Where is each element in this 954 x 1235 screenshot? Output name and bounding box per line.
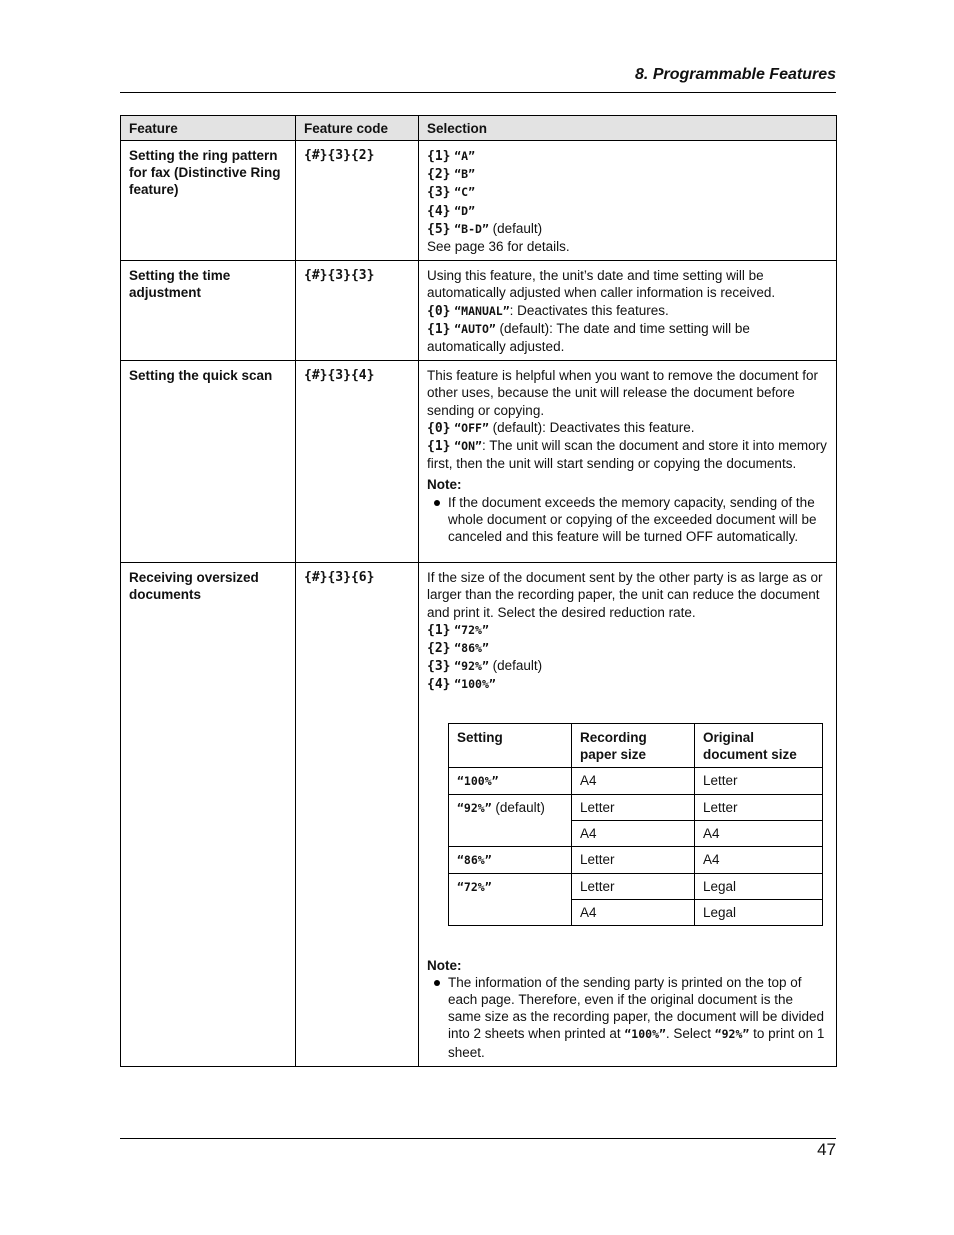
- recording-size-cell: Letter: [572, 794, 695, 820]
- option-value: “100%”: [454, 677, 496, 692]
- note-title: Note:: [427, 957, 462, 973]
- option-value: “C”: [454, 185, 476, 200]
- table-row: [449, 846, 823, 873]
- reduction-table: [448, 723, 823, 926]
- option-value: “D”: [454, 203, 476, 218]
- table-row: [121, 361, 837, 563]
- option-key: {1}: [427, 149, 451, 164]
- section-title: 8. Programmable Features: [635, 66, 836, 83]
- option-value: “MANUAL”: [454, 303, 510, 318]
- feature-code: {#}{3}{2}: [296, 141, 419, 261]
- note-text: to print on 1 sheet.: [448, 1026, 825, 1060]
- option-line: [427, 220, 828, 238]
- selection-after-text: See page 36 for details.: [427, 239, 570, 255]
- header-setting: Setting: [449, 723, 572, 767]
- feature-name: Setting the time adjustment: [121, 261, 296, 361]
- selection-intro: This feature is helpful when you want to remove the document for other uses, because the unit will release the document before sending or copying.: [427, 368, 818, 418]
- recording-size-cell: A4: [572, 767, 695, 794]
- option-key: {2}: [427, 167, 451, 183]
- feature-code: {#}{3}{6}: [296, 563, 419, 1067]
- option-line: [427, 639, 828, 657]
- option-line: [427, 419, 828, 437]
- option-line: [427, 202, 828, 220]
- option-key: {2}: [427, 641, 451, 657]
- setting-cell: [449, 873, 572, 925]
- option-description: (default): [488, 658, 543, 674]
- option-line: [427, 675, 828, 693]
- setting-value: “92%”: [457, 800, 492, 815]
- option-value: “B”: [454, 167, 476, 182]
- original-size-cell: A4: [695, 846, 823, 873]
- original-size-cell: Letter: [695, 794, 823, 820]
- feature-code: {#}{3}{4}: [296, 361, 419, 563]
- option-key: {0}: [427, 420, 451, 436]
- note-value: “92%”: [714, 1027, 750, 1042]
- table-row: [121, 141, 837, 261]
- setting-value: “86%”: [457, 852, 492, 867]
- footer-rule: [120, 1138, 836, 1139]
- feature-table: [120, 115, 837, 1067]
- option-line: [427, 621, 828, 639]
- option-description: : The unit will scan the document and store it into memory first, then the unit will start sending or copying the documents.: [427, 438, 827, 472]
- option-key: {3}: [427, 659, 451, 675]
- feature-name: Setting the ring pattern for fax (Distinctive Ring feature): [121, 141, 296, 261]
- option-value: “B-D”: [454, 221, 489, 236]
- option-value: “A”: [454, 149, 476, 163]
- setting-cell: [449, 794, 572, 846]
- feature-name: Setting the quick scan: [121, 361, 296, 563]
- table-row: [121, 563, 837, 1067]
- option-line: [427, 165, 828, 183]
- setting-default-label: (default): [491, 799, 545, 815]
- note-value: “100%”: [624, 1027, 666, 1042]
- option-line: [427, 183, 828, 201]
- option-key: {1}: [427, 321, 451, 337]
- recording-size-cell: A4: [572, 820, 695, 846]
- header-selection: Selection: [419, 116, 837, 141]
- header-original-document-size: Original document size: [695, 723, 823, 767]
- page-number: 47: [817, 1140, 836, 1159]
- selection-cell: [419, 361, 837, 563]
- recording-size-cell: Letter: [572, 846, 695, 873]
- setting-value: “72%”: [457, 879, 492, 894]
- reduction-header-row: [449, 723, 823, 767]
- option-key: {4}: [427, 203, 451, 219]
- table-row: [449, 767, 823, 794]
- selection-cell: [419, 563, 837, 1067]
- option-value: “OFF”: [454, 420, 489, 435]
- recording-size-cell: Letter: [572, 873, 695, 899]
- option-value: “92%”: [454, 659, 489, 674]
- selection-intro: If the size of the document sent by the other party is as large as or larger than the recording paper, the unit can reduce the document and print it. Select the desired reduction rate.: [427, 570, 823, 620]
- option-key: {3}: [427, 185, 451, 201]
- option-value: “ON”: [454, 439, 482, 454]
- table-row: [449, 794, 823, 820]
- option-value: “86%”: [454, 641, 489, 656]
- setting-cell: [449, 767, 572, 794]
- header-recording-paper-size: Recording paper size: [572, 723, 695, 767]
- option-line: [427, 320, 828, 355]
- option-value: “72%”: [454, 622, 489, 637]
- note-bullet: [427, 974, 828, 1061]
- original-size-cell: Legal: [695, 873, 823, 899]
- option-description: (default): The date and time setting will be automatically adjusted.: [427, 320, 750, 355]
- option-key: {1}: [427, 439, 451, 455]
- option-value: “AUTO”: [454, 321, 496, 336]
- table-row: [449, 873, 823, 899]
- option-key: {4}: [427, 677, 451, 693]
- original-size-cell: Legal: [695, 899, 823, 925]
- note-text: The information of the sending party is printed on the top of each page. Therefore, even if the original document is the same size as the recording paper, the document will be divided into 2 sheets when printed at: [448, 974, 824, 1042]
- setting-value: “100%”: [457, 773, 499, 788]
- header-feature-code: Feature code: [296, 116, 419, 141]
- table-header-row: [121, 116, 837, 141]
- note-text: . Select: [665, 1026, 715, 1042]
- note-title: Note:: [427, 477, 462, 493]
- option-description: : Deactivates this features.: [509, 302, 669, 318]
- option-description: (default): [488, 220, 543, 236]
- option-line: [427, 147, 828, 165]
- feature-code: {#}{3}{3}: [296, 261, 419, 361]
- feature-name: Receiving oversized documents: [121, 563, 296, 1067]
- original-size-cell: A4: [695, 820, 823, 846]
- original-size-cell: Letter: [695, 767, 823, 794]
- table-row: [121, 261, 837, 361]
- note-bullet: If the document exceeds the memory capacity, sending of the whole document or copying of the exceeded document will be canceled and this feature will be turned OFF automatically.: [427, 494, 828, 546]
- selection-cell: [419, 261, 837, 361]
- selection-cell: [419, 141, 837, 261]
- option-key: {0}: [427, 303, 451, 319]
- option-description: (default): Deactivates this feature.: [488, 419, 695, 435]
- option-line: [427, 437, 828, 472]
- recording-size-cell: A4: [572, 899, 695, 925]
- header-rule: [120, 92, 836, 93]
- option-line: [427, 657, 828, 675]
- option-line: [427, 302, 828, 320]
- option-key: {5}: [427, 221, 451, 237]
- selection-intro: Using this feature, the unit’s date and time setting will be automatically adjusted when caller information is received.: [427, 268, 776, 301]
- setting-cell: [449, 846, 572, 873]
- header-feature: Feature: [121, 116, 296, 141]
- option-key: {1}: [427, 622, 451, 638]
